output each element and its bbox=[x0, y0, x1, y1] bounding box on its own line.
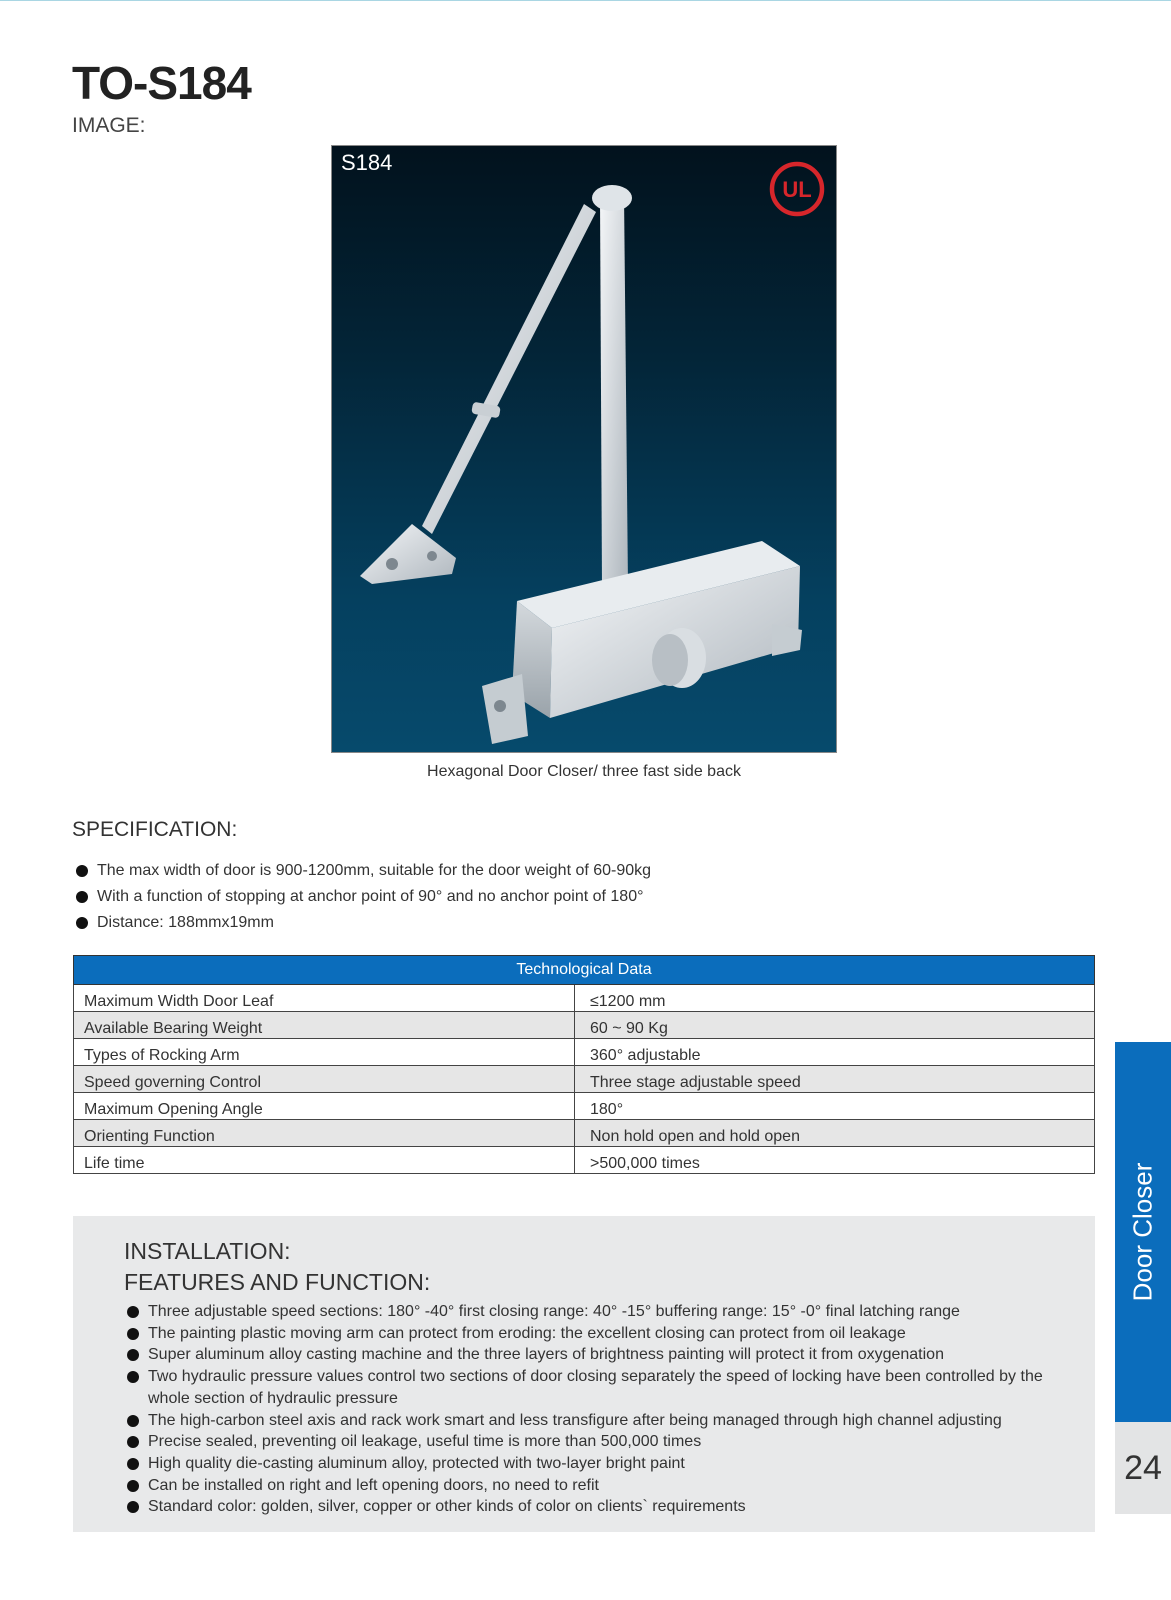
specification-heading: SPECIFICATION: bbox=[72, 818, 238, 841]
spec-item: With a function of stopping at anchor point of 90° and no anchor point of 180° bbox=[74, 884, 651, 910]
product-title: TO-S184 bbox=[72, 57, 251, 109]
row-label: Maximum Opening Angle bbox=[74, 1093, 575, 1120]
table-row bbox=[74, 985, 1095, 1012]
page-number: 24 bbox=[1115, 1422, 1171, 1514]
feature-item: Precise sealed, preventing oil leakage, useful time is more than 500,000 times bbox=[125, 1431, 1060, 1453]
row-value: >500,000 times bbox=[575, 1147, 1095, 1174]
row-value: Non hold open and hold open bbox=[575, 1120, 1095, 1147]
spec-item: Distance: 188mmx19mm bbox=[74, 910, 651, 936]
feature-item: High quality die-casting aluminum alloy, protected with two-layer bright paint bbox=[125, 1453, 1060, 1475]
row-value: Three stage adjustable speed bbox=[575, 1066, 1095, 1093]
technological-data-table bbox=[73, 955, 1095, 1174]
table-row bbox=[74, 1039, 1095, 1066]
door-closer-illustration bbox=[332, 146, 837, 753]
features-list bbox=[125, 1301, 1060, 1518]
product-photo bbox=[331, 145, 837, 753]
ul-certification-logo bbox=[768, 160, 826, 218]
installation-heading-group bbox=[124, 1236, 430, 1298]
row-label: Orienting Function bbox=[74, 1120, 575, 1147]
installation-panel bbox=[73, 1216, 1095, 1532]
table-row bbox=[74, 1093, 1095, 1120]
feature-item: Standard color: golden, silver, copper or other kinds of color on clients` requirements bbox=[125, 1496, 1060, 1518]
table-row bbox=[74, 1012, 1095, 1039]
row-value: 360° adjustable bbox=[575, 1039, 1095, 1066]
feature-item: Can be installed on right and left opening doors, no need to refit bbox=[125, 1475, 1060, 1497]
row-label: Speed governing Control bbox=[74, 1066, 575, 1093]
table-header: Technological Data bbox=[74, 956, 1095, 985]
top-rule bbox=[0, 0, 1171, 1]
spec-item: The max width of door is 900-1200mm, suitable for the door weight of 60-90kg bbox=[74, 858, 651, 884]
table-row bbox=[74, 1066, 1095, 1093]
image-section-label: IMAGE: bbox=[72, 114, 146, 137]
row-label: Life time bbox=[74, 1147, 575, 1174]
row-label: Maximum Width Door Leaf bbox=[74, 985, 575, 1012]
row-value: 180° bbox=[575, 1093, 1095, 1120]
specification-list bbox=[74, 858, 651, 936]
row-value: 60 ~ 90 Kg bbox=[575, 1012, 1095, 1039]
installation-heading: INSTALLATION: bbox=[124, 1238, 291, 1264]
feature-item: Super aluminum alloy casting machine and the three layers of brightness painting will protect it from oxygenation bbox=[125, 1344, 1060, 1366]
row-value: ≤1200 mm bbox=[575, 985, 1095, 1012]
section-side-tab bbox=[1115, 1042, 1171, 1422]
row-label: Types of Rocking Arm bbox=[74, 1039, 575, 1066]
feature-item: The painting plastic moving arm can protect from eroding: the excellent closing can protect from oil leakage bbox=[125, 1323, 1060, 1345]
feature-item: Two hydraulic pressure values control two sections of door closing separately the speed of locking have been controlled by the whole section of hydraulic pressure bbox=[125, 1366, 1060, 1409]
svg-text:UL: UL bbox=[782, 177, 812, 202]
table-row bbox=[74, 1120, 1095, 1147]
photo-caption: Hexagonal Door Closer/ three fast side back bbox=[427, 763, 741, 780]
section-side-tab-label: Door Closer bbox=[1127, 1162, 1158, 1302]
row-label: Available Bearing Weight bbox=[74, 1012, 575, 1039]
table-row bbox=[74, 1147, 1095, 1174]
features-heading: FEATURES AND FUNCTION: bbox=[124, 1269, 431, 1295]
feature-item: Three adjustable speed sections: 180° -40° first closing range: 40° -15° buffering range: 15° -0° final latching range bbox=[125, 1301, 1060, 1323]
feature-item: The high-carbon steel axis and rack work smart and less transfigure after being managed through high channel adjusting bbox=[125, 1410, 1060, 1432]
photo-model-code: S184 bbox=[341, 150, 393, 175]
